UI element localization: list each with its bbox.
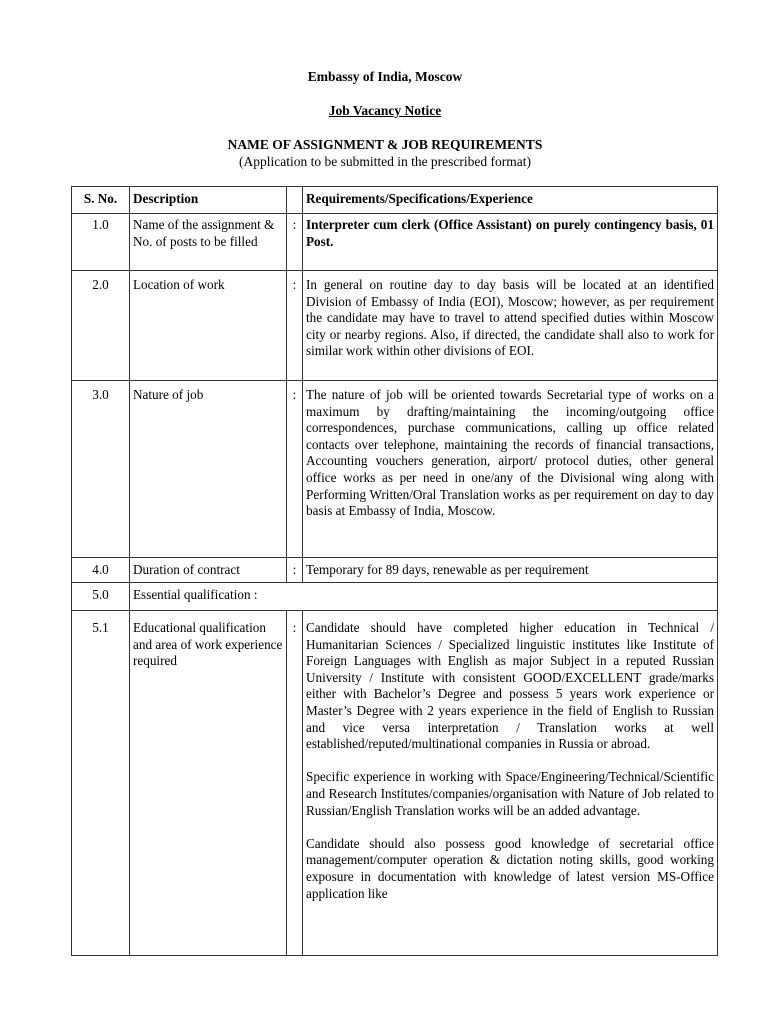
row-requirement	[303, 611, 718, 956]
row-colon: :	[287, 558, 303, 583]
row-sno: 5.0	[72, 583, 130, 611]
table-header-row	[72, 187, 718, 214]
row-colon: :	[287, 214, 303, 271]
section-heading: Essential qualification :	[130, 583, 718, 611]
table-row	[72, 214, 718, 271]
row-sno: 1.0	[72, 214, 130, 271]
row-sno: 4.0	[72, 558, 130, 583]
table-row	[72, 271, 718, 381]
row-description: Duration of contract	[130, 558, 287, 583]
header-description: Description	[130, 187, 287, 214]
row-requirement: In general on routine day to day basis will be located at an identified Division of Embassy of India (EOI), Moscow; however, as per requirement the candidate may have to travel to attend specified duties within Moscow city or nearby regions. Also, if directed, the candidate shall also to work for similar work within other divisions of EOI.	[303, 271, 718, 381]
row-description: Location of work	[130, 271, 287, 381]
row-description: Name of the assignment & No. of posts to be filled	[130, 214, 287, 271]
table-row	[72, 558, 718, 583]
table-row	[72, 381, 718, 558]
row-sno: 3.0	[72, 381, 130, 558]
embassy-name: Embassy of India, Moscow	[307, 69, 463, 84]
requirement-paragraph: Candidate should have completed higher education in Technical / Humanitarian Sciences / Specialized linguistic institutes like Institute of Foreign Languages with English as major Subject in a reputed Russian University / Institute with consistent GOOD/EXCELLENT grade/marks either with Bachelor’s Degree and possess 5 years work experience or Master’s Degree with 2 years experience in the field of English to Russian and vice versa interpretation / Translation works at well established/reputed/multinational companies in Russia or abroad.	[306, 620, 714, 752]
notice-title: Job Vacancy Notice	[328, 103, 442, 118]
requirement-paragraph: Specific experience in working with Space/Engineering/Technical/Scientific and Research Institutes/companies/organisation with Nature of Job related to Russian/English Translation works will be an added advantage.	[306, 769, 714, 818]
vacancy-table	[71, 186, 718, 956]
row-colon: :	[287, 611, 303, 956]
document-header	[0, 68, 770, 170]
requirement-paragraph: Candidate should also possess good knowledge of secretarial office management/computer operation & dictation noting skills, good working exposure in documentation with knowledge of latest version MS-Office application like	[306, 835, 714, 901]
assignment-subtitle: (Application to be submitted in the prescribed format)	[238, 154, 532, 169]
row-requirement: Temporary for 89 days, renewable as per requirement	[303, 558, 718, 583]
assignment-title: NAME OF ASSIGNMENT & JOB REQUIREMENTS	[227, 137, 543, 152]
row-sno: 2.0	[72, 271, 130, 381]
header-colon-cell	[287, 187, 303, 214]
row-requirement: Interpreter cum clerk (Office Assistant) on purely contingency basis, 01 Post.	[303, 214, 718, 271]
row-colon: :	[287, 381, 303, 558]
header-sno: S. No.	[72, 187, 130, 214]
table-row	[72, 611, 718, 956]
table-row	[72, 583, 718, 611]
header-requirements: Requirements/Specifications/Experience	[303, 187, 718, 214]
row-requirement: The nature of job will be oriented towards Secretarial type of works on a maximum by drafting/maintaining the incoming/outgoing office correspondences, purchase communications, calling up office related contacts over telephone, maintaining the records of financial transactions, Accounting vouchers generation, airport/ protocol duties, other general office works as per need in one/any of the Divisional wing along with Performing Written/Oral Translation works as per requirement on day to day basis at Embassy of India, Moscow.	[303, 381, 718, 558]
row-sno: 5.1	[72, 611, 130, 956]
row-description: Nature of job	[130, 381, 287, 558]
row-colon: :	[287, 271, 303, 381]
row-description: Educational qualification and area of work experience required	[130, 611, 287, 956]
